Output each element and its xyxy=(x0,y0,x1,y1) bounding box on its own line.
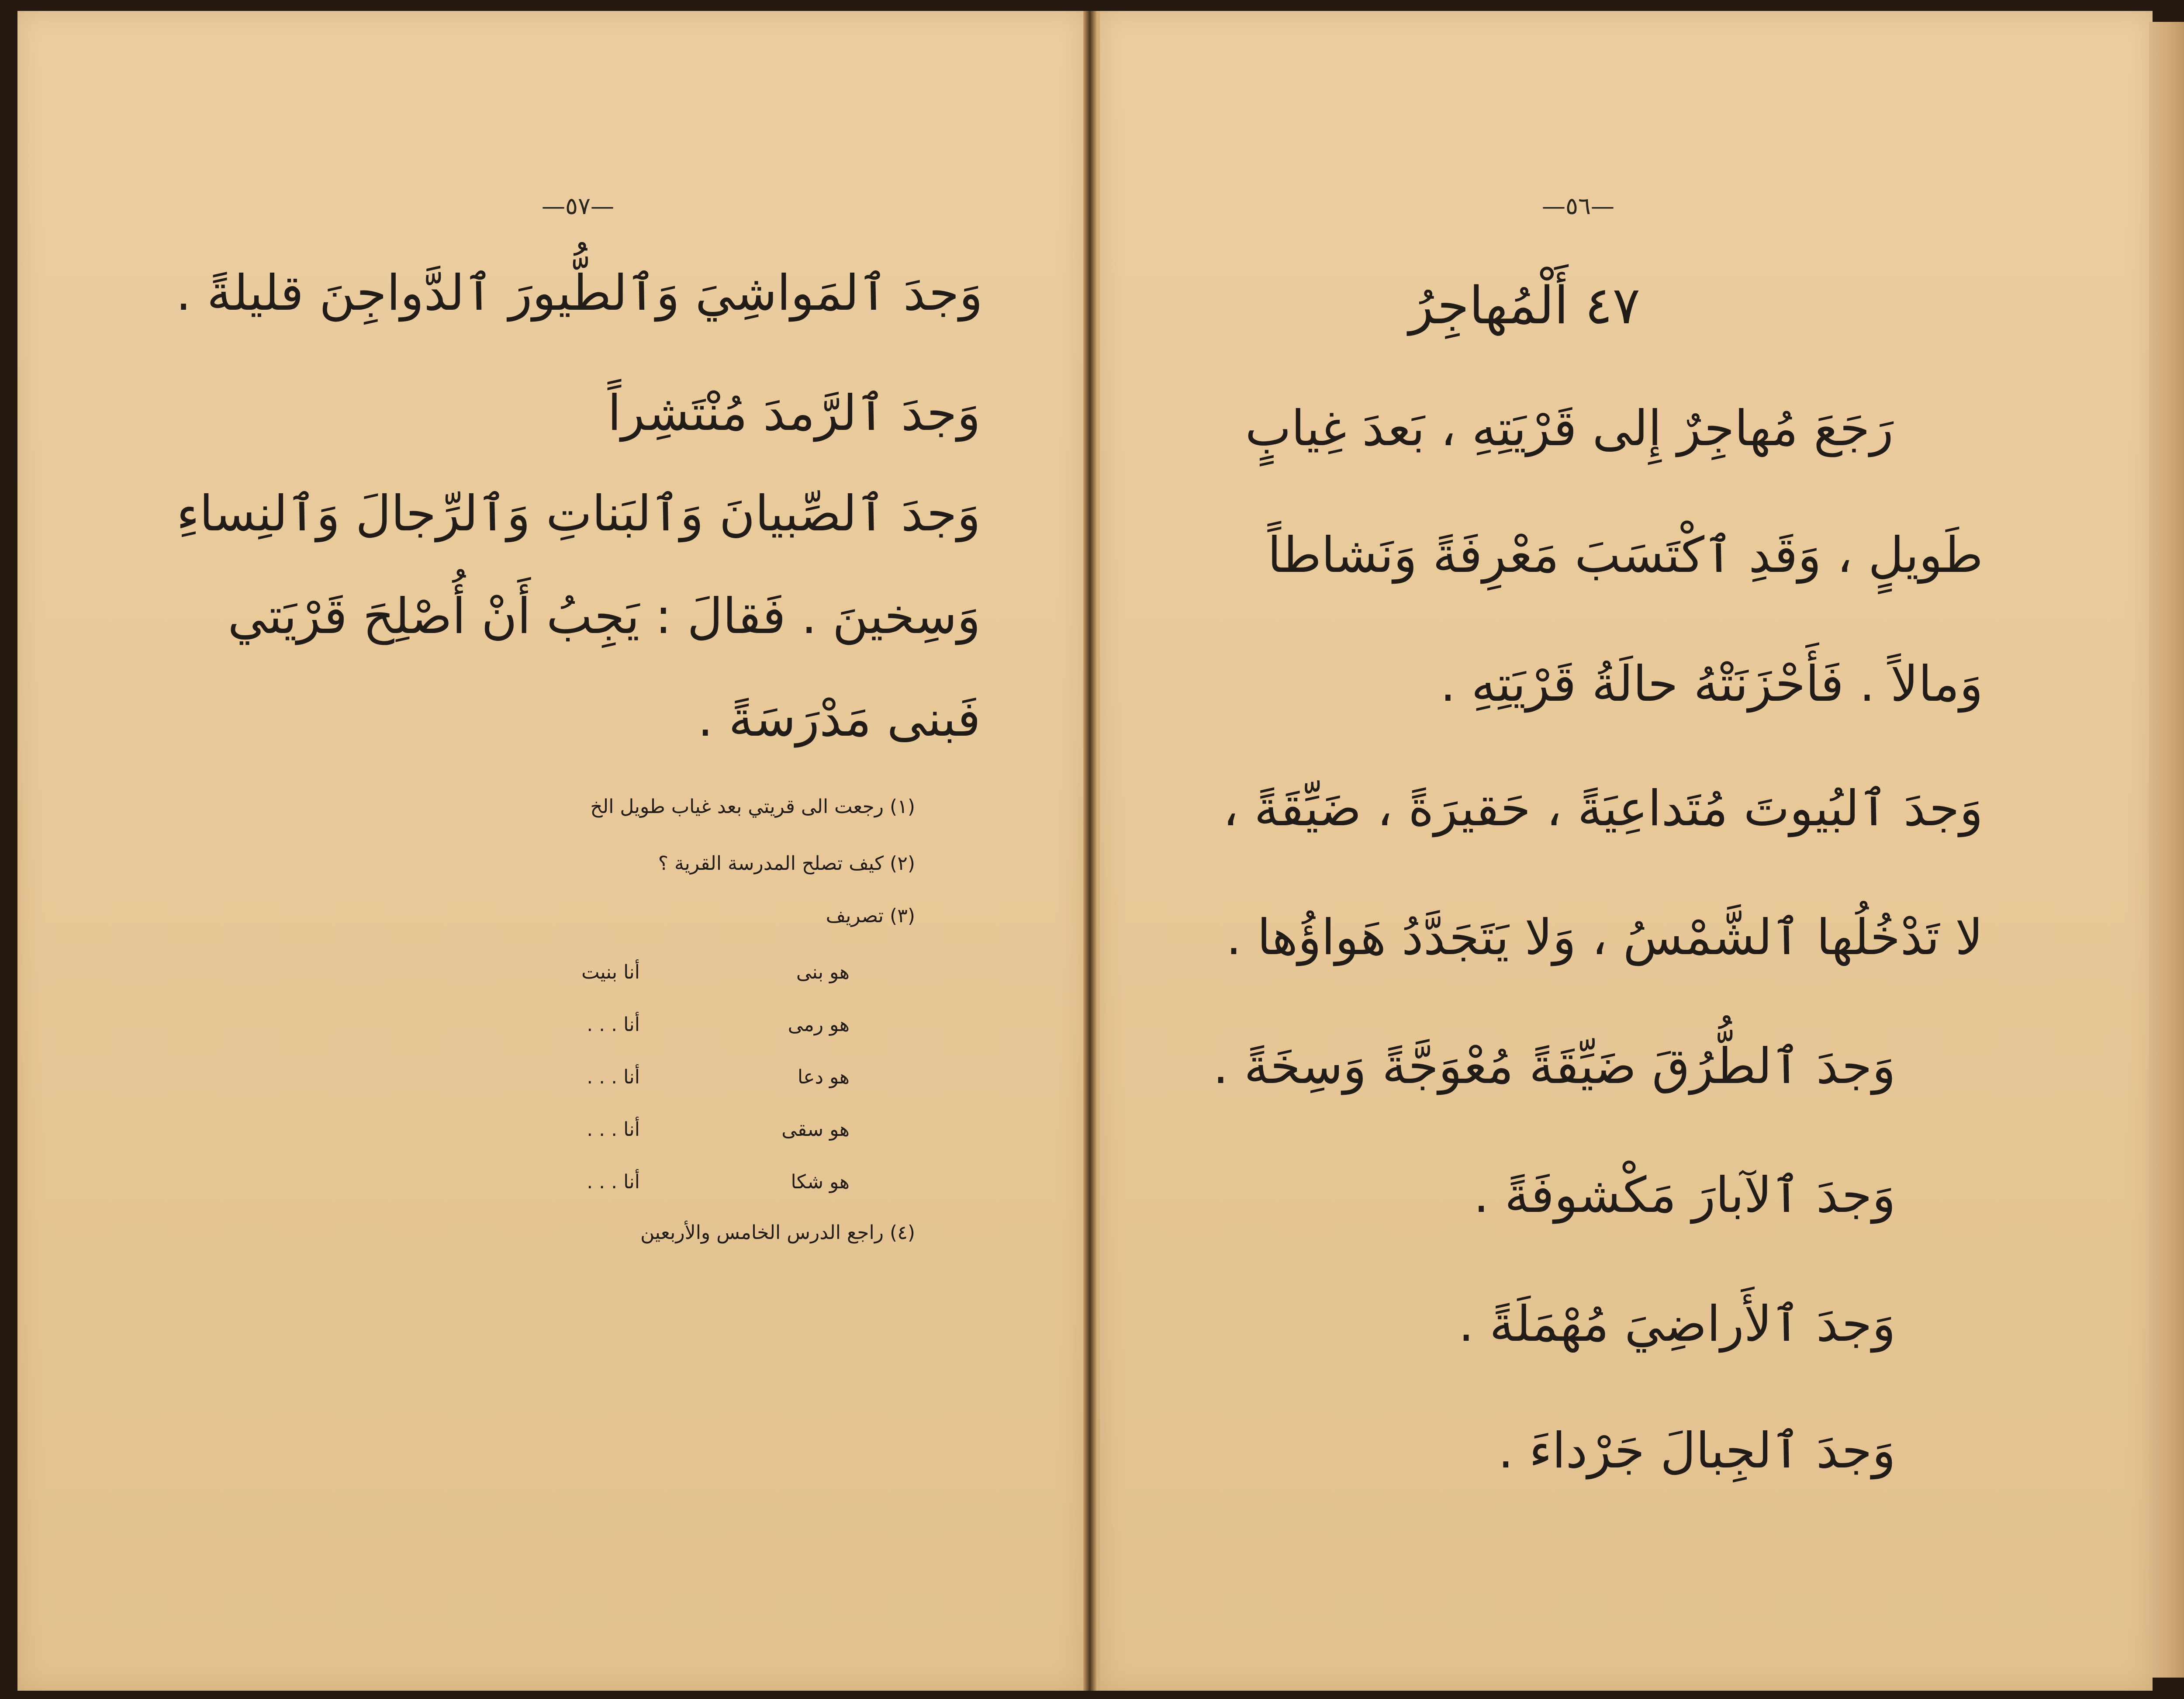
conj-he-4: هو سقى xyxy=(781,1118,850,1141)
conj-i-1: أنا بنيت xyxy=(581,961,640,983)
exercise-2: (٢) كيف تصلح المدرسة القرية ؟ xyxy=(658,852,915,875)
right-text-line-1: رَجَعَ مُهاجِرٌ إِلى قَرْيَتِهِ ، بَعدَ غِيابٍ xyxy=(1245,400,1894,457)
right-text-line-6: وَجدَ ٱلطُّرُقَ ضَيِّقَةً مُعْوَجَّةً وَسِخَةً . xyxy=(1213,1038,1896,1095)
lesson-title: ٤٧ أَلْمُهاجِرُ xyxy=(1409,275,1640,336)
right-text-line-5: لا تَدْخُلُها ٱلشَّمْسُ ، وَلا يَتَجَدَّدُ هَواؤُها . xyxy=(1226,909,1983,966)
left-text-line-1: وَجدَ ٱلمَواشِيَ وَٱلطُّيورَ ٱلدَّواجِنَ قليلةً . xyxy=(176,265,983,322)
page-edges xyxy=(2149,22,2184,1678)
conj-he-2: هو رمى xyxy=(788,1014,850,1036)
conj-i-3: أنا . . . xyxy=(587,1066,640,1088)
left-page-number: —٥٧— xyxy=(542,192,615,220)
conj-i-4: أنا . . . xyxy=(587,1118,640,1141)
conj-i-2: أنا . . . xyxy=(587,1014,640,1036)
book-gutter xyxy=(1083,11,1096,1691)
exercise-1: (١) رجعت الى قريتي بعد غياب طويل الخ xyxy=(590,796,915,818)
right-text-line-9: وَجدَ ٱلجِبالَ جَرْداءَ . xyxy=(1498,1422,1896,1479)
left-text-line-4: وَسِخينَ . فَقالَ : يَجِبُ أَنْ أُصْلِحَ قَرْيَتي xyxy=(228,588,981,645)
conj-he-5: هو شكا xyxy=(791,1171,850,1193)
left-text-line-3: وَجدَ ٱلصِّبيانَ وَٱلبَناتِ وَٱلرِّجالَ وَٱلنِساءِ xyxy=(176,485,981,542)
right-text-line-7: وَجدَ ٱلآبارَ مَكْشوفَةً . xyxy=(1473,1167,1896,1224)
right-text-line-8: وَجدَ ٱلأَراضِيَ مُهْمَلَةً . xyxy=(1458,1296,1896,1353)
conj-he-1: هو بنى xyxy=(796,961,850,983)
exercise-3: (٣) تصريف xyxy=(826,905,915,927)
right-text-line-4: وَجدَ ٱلبُيوتَ مُتَداعِيَةً ، حَقيرَةً ، ضَيِّقَةً ، xyxy=(1223,780,1983,837)
exercise-4: (٤) راجع الدرس الخامس والأربعين xyxy=(640,1221,915,1244)
left-text-line-2: وَجدَ ٱلرَّمدَ مُنْتَشِراً xyxy=(607,385,981,442)
conj-he-3: هو دعا xyxy=(797,1066,850,1088)
left-page xyxy=(17,11,1087,1691)
left-text-line-5: فَبنى مَدْرَسَةً . xyxy=(697,691,981,747)
right-text-line-3: وَمالاً . فَأَحْزَنَتْهُ حالَةُ قَرْيَتِهِ . xyxy=(1440,656,1983,713)
conj-i-5: أنا . . . xyxy=(587,1171,640,1193)
right-page-number: —٥٦— xyxy=(1542,192,1615,220)
right-text-line-2: طَويلٍ ، وَقَدِ ٱكْتَسَبَ مَعْرِفَةً وَنَشاطاً xyxy=(1267,527,1983,584)
